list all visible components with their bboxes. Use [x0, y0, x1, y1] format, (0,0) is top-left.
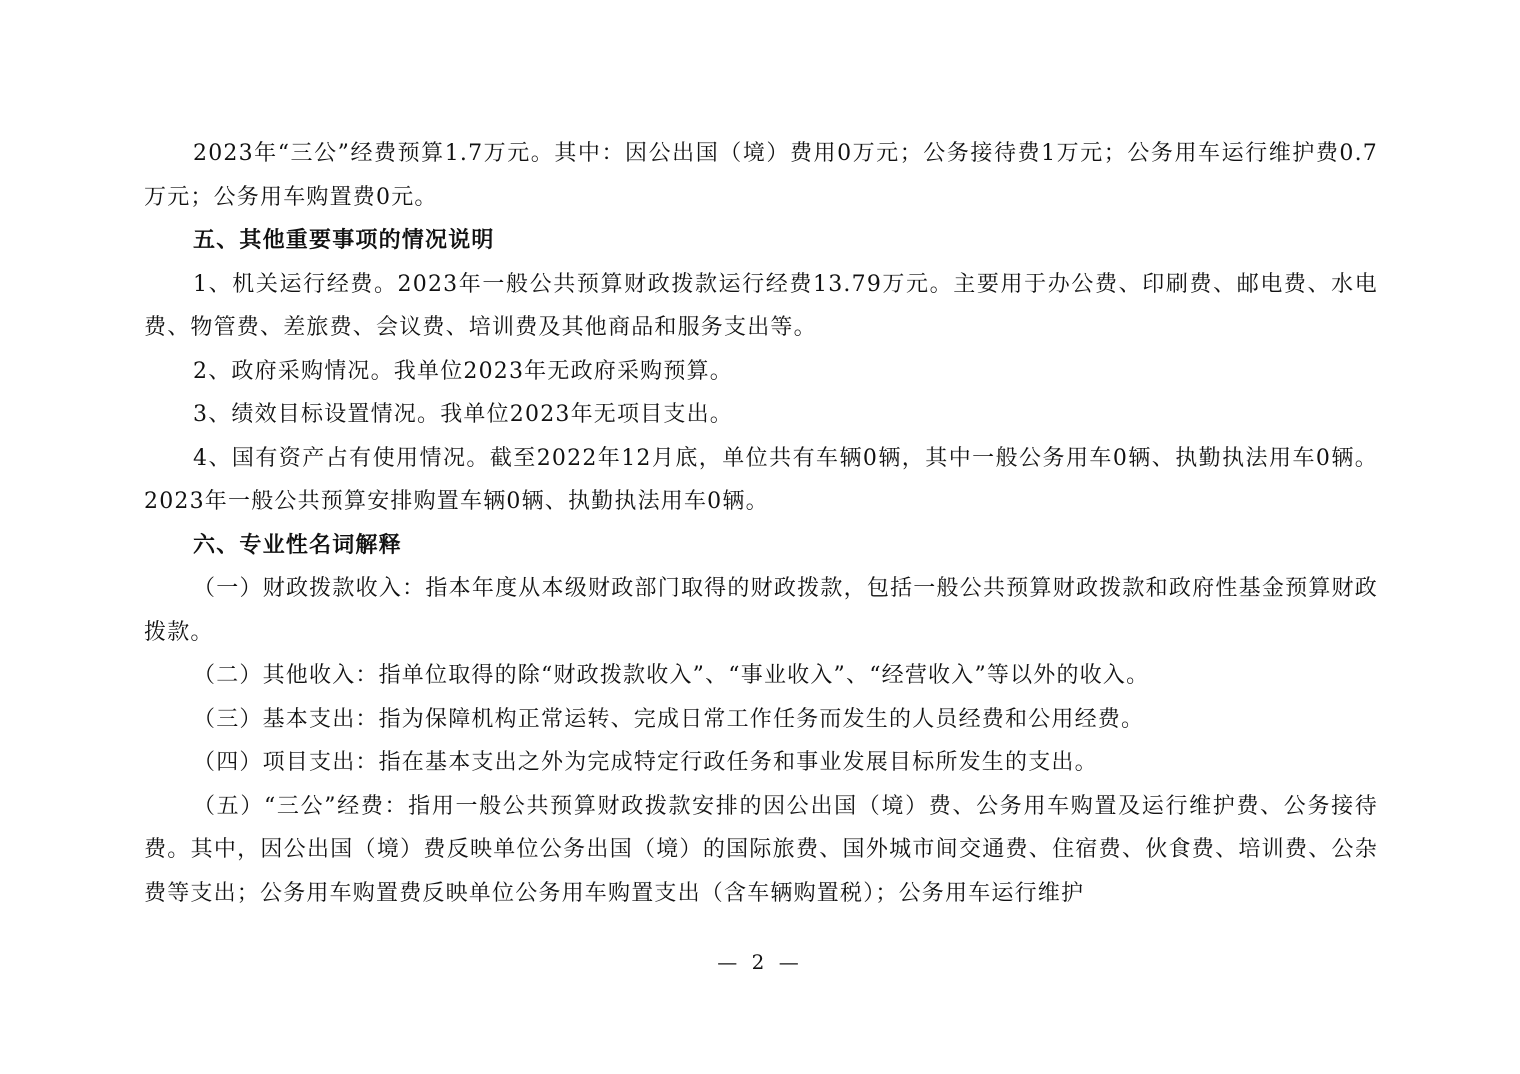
paragraph-fiscal-appropriation: （一）财政拨款收入：指本年度从本级财政部门取得的财政拨款，包括一般公共预算财政拨款和政府性基金预算财政拨款。 [144, 576, 1378, 645]
document-body [144, 132, 1378, 915]
section-heading-other-matters: 五、其他重要事项的情况说明 [193, 228, 495, 253]
paragraph-sangong-budget: 2023年“三公”经费预算1.7万元。其中：因公出国（境）费用0万元；公务接待费1万元；公务用车运行维护费0.7万元；公务用车购置费0元。 [144, 141, 1378, 210]
paragraph-performance-goals: 3、绩效目标设置情况。我单位2023年无项目支出。 [193, 402, 733, 427]
paragraph-project-expenditure: （四）项目支出：指在基本支出之外为完成特定行政任务和事业发展目标所发生的支出。 [193, 750, 1098, 775]
paragraph-procurement: 2、政府采购情况。我单位2023年无政府采购预算。 [193, 358, 733, 384]
section-heading-glossary: 六、专业性名词解释 [193, 532, 402, 558]
paragraph-sangong-definition: （五）“三公”经费：指用一般公共预算财政拨款安排的因公出国（境）费、公务用车购置及运行维护费、公务接待费。其中，因公出国（境）费反映单位公务出国（境）的国际旅费、国外城市间交通费、住宿费、伙食费、培训费、公杂费等支出；公务用车购置费反映单位公务用车购置支出（含车辆购置税）；公务用车运行维护 [144, 793, 1378, 906]
paragraph-other-income: （二）其他收入：指单位取得的除“财政拨款收入”、“事业收入”、“经营收入”等以外的收入。 [193, 663, 1150, 688]
paragraph-operating-funds: 1、机关运行经费。2023年一般公共预算财政拨款运行经费13.79万元。主要用于办公费、印刷费、邮电费、水电费、物管费、差旅费、会议费、培训费及其他商品和服务支出等。 [144, 271, 1378, 340]
page-number: — 2 — [717, 950, 803, 974]
paragraph-basic-expenditure: （三）基本支出：指为保障机构正常运转、完成日常工作任务而发生的人员经费和公用经费。 [193, 706, 1145, 732]
paragraph-state-assets: 4、国有资产占有使用情况。截至2022年12月底，单位共有车辆0辆，其中一般公务用车0辆、执勤执法用车0辆。2023年一般公共预算安排购置车辆0辆、执勤执法用车0辆。 [144, 445, 1378, 514]
